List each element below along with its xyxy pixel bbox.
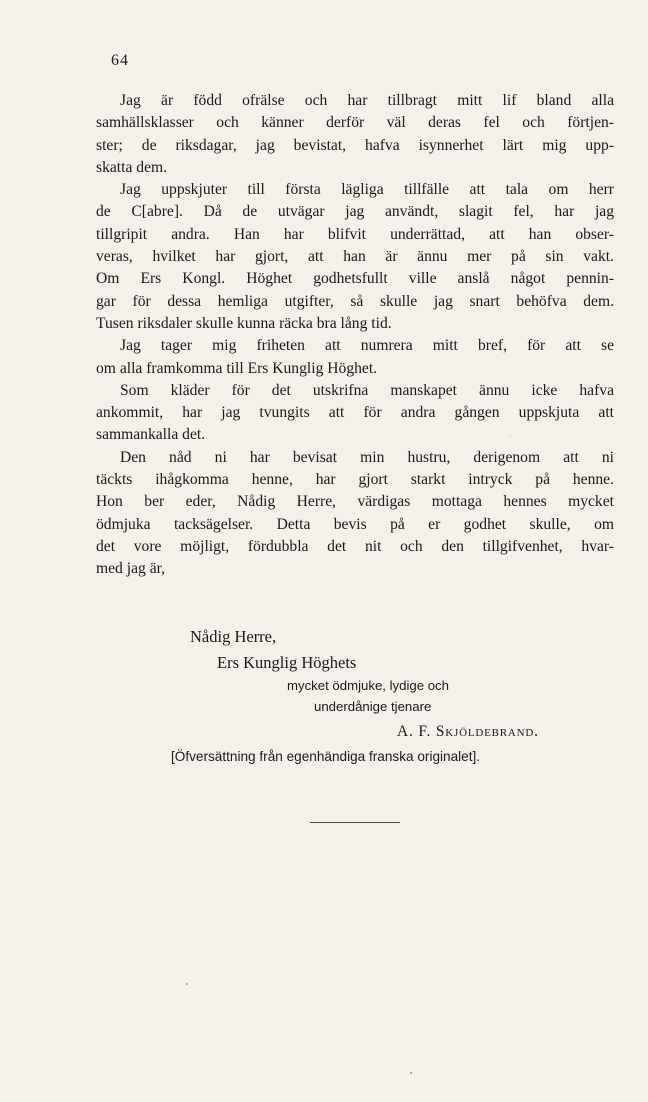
signature-name: Skjöldebrand. bbox=[435, 723, 539, 740]
text-line: sammankalla det. bbox=[96, 426, 206, 444]
paragraph bbox=[96, 179, 614, 335]
text-line: Tusen riksdaler skulle kunna räcka bra lång tid. bbox=[96, 314, 392, 332]
text-line: ödmjuka tacksägelser. Detta bevis på er godhet skulle, om bbox=[96, 515, 614, 533]
paper-speck bbox=[313, 703, 314, 704]
text-line: de C[abre]. Då de utvägar jag användt, slagit fel, har jag bbox=[96, 203, 614, 221]
paragraph bbox=[96, 447, 614, 581]
text-line: Som kläder för det utskrifna manskapet ännu icke hafva bbox=[120, 381, 614, 399]
section-divider bbox=[310, 822, 400, 823]
page-number: 64 bbox=[111, 52, 129, 69]
text-line: veras, hvilket har gjort, att han är ännu mer på sin vakt. bbox=[96, 248, 614, 266]
closing-salutation: Nådig Herre, bbox=[190, 627, 277, 646]
text-line: om alla framkomma till Ers Kunglig Höghet. bbox=[96, 359, 378, 377]
signature-initials: A. F. bbox=[397, 723, 432, 740]
paragraph bbox=[96, 90, 614, 179]
text-line: Om Ers Kongl. Höghet godhetsfullt ville anslå något pennin- bbox=[96, 270, 614, 288]
text-line: med jag är, bbox=[96, 560, 166, 578]
text-line: ankommit, har jag tvungits att för andra gången uppskjuta att bbox=[96, 404, 614, 422]
closing-highness: Ers Kunglig Höghets bbox=[217, 653, 357, 672]
text-line: Jag är född ofrälse och har tillbragt mitt lif bland alla bbox=[120, 92, 614, 109]
text-line: Hon ber eder, Nådig Herre, värdigas mottaga hennes mycket bbox=[96, 493, 614, 511]
paragraph bbox=[96, 380, 614, 447]
text-line: gar för dessa hemliga utgifter, så skulle jag snart behöfva dem. bbox=[96, 292, 614, 310]
closing-humble-line-2: underdånige tjenare bbox=[314, 699, 432, 714]
signature bbox=[397, 721, 539, 743]
closing-humble-line-1: mycket ödmjuke, lydige och bbox=[287, 678, 449, 693]
translation-note: [Öfversättning från egenhändiga franska originalet]. bbox=[171, 749, 481, 764]
text-line: täckts ihågkomma henne, har gjort starkt intryck på henne. bbox=[96, 471, 614, 489]
text-line: Jag uppskjuter till första lägliga tillfälle att tala om herr bbox=[120, 181, 614, 199]
text-line: samhällsklasser och känner derför väl deras fel och förtjen- bbox=[96, 114, 614, 132]
text-line: ster; de riksdagar, jag bevistat, hafva isynnerhet lärt mig upp- bbox=[96, 136, 614, 154]
letter-body bbox=[96, 90, 614, 581]
text-line: tillgripit andra. Han har blifvit underrättad, att han obser- bbox=[96, 225, 614, 243]
paper-speck bbox=[186, 983, 188, 985]
paragraph bbox=[96, 335, 614, 380]
text-line: Den nåd ni har bevisat min hustru, derigenom att ni bbox=[120, 448, 614, 466]
text-line: skatta dem. bbox=[96, 158, 168, 176]
paper-speck bbox=[510, 436, 511, 437]
paper-speck bbox=[410, 1072, 412, 1074]
text-line: Jag tager mig friheten att numrera mitt bref, för att se bbox=[120, 337, 614, 355]
text-line: det vore möjligt, fördubbla det nit och den tillgifvenhet, hvar- bbox=[96, 537, 614, 555]
